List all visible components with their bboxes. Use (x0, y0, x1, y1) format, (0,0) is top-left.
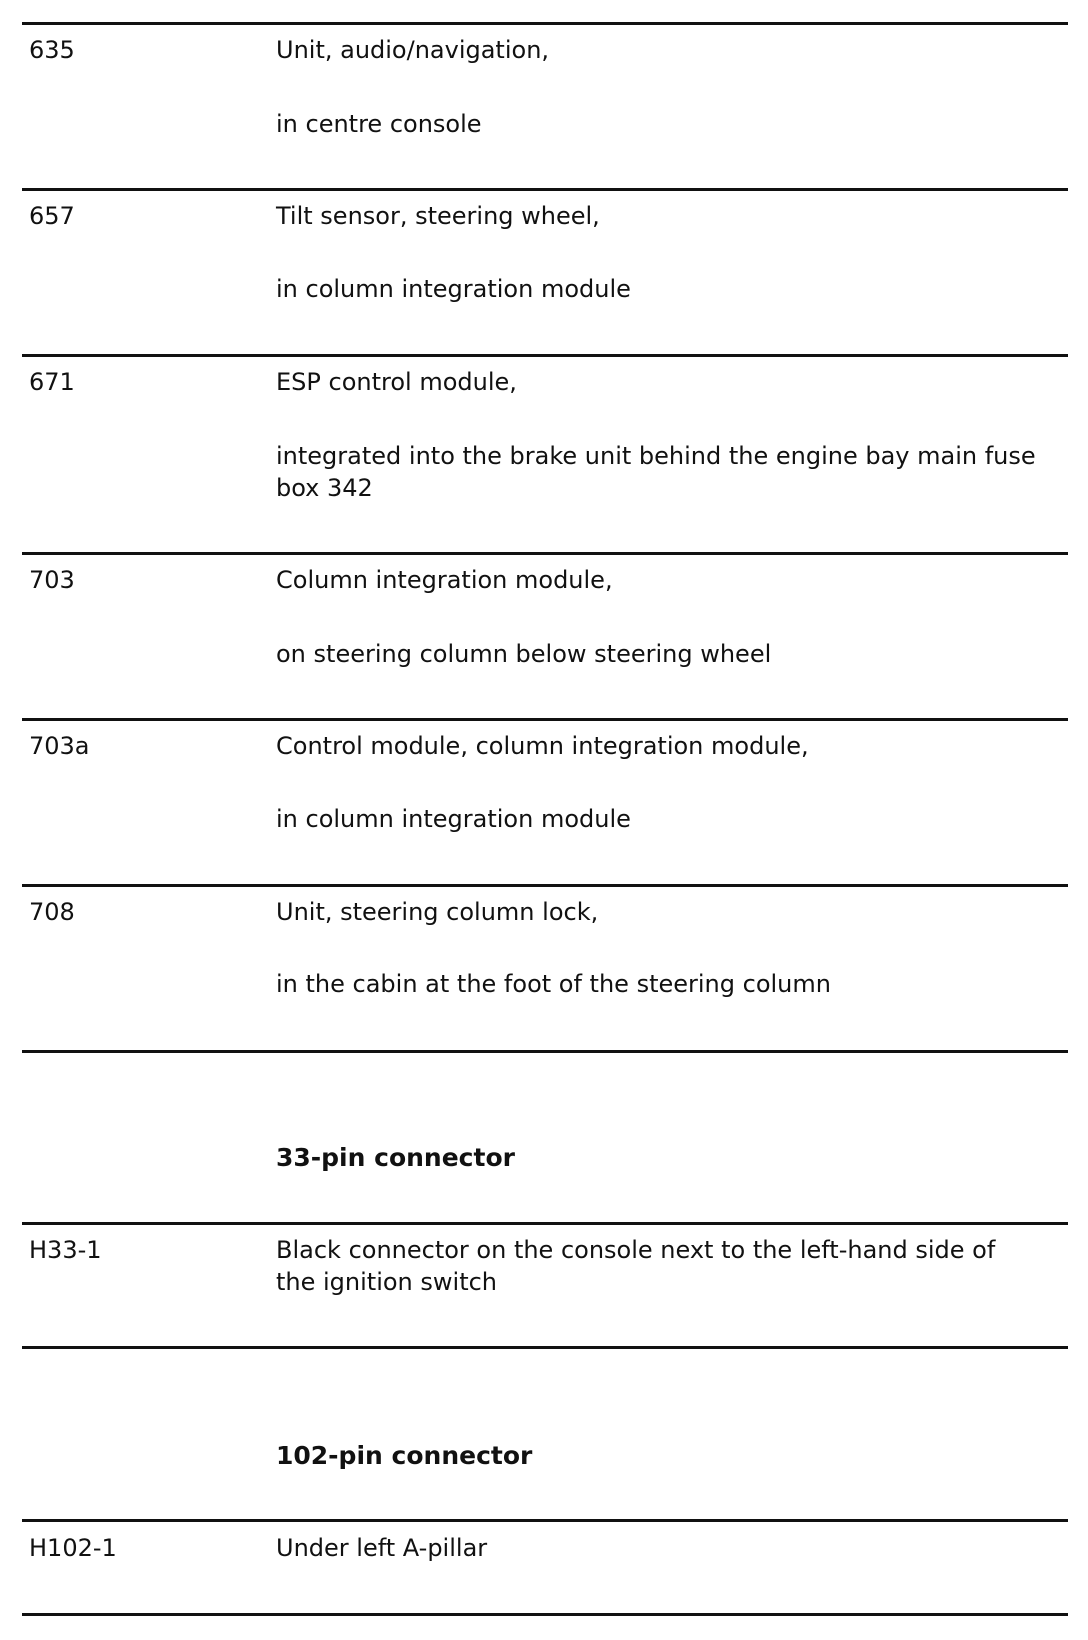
row-code: 635 (29, 36, 75, 64)
row-code: 671 (29, 368, 75, 396)
row-divider (22, 1346, 1068, 1349)
row-divider (22, 552, 1068, 555)
row-location: in column integration module (276, 275, 631, 303)
row-divider (22, 1519, 1068, 1522)
row-code: 703a (29, 732, 90, 760)
row-location: integrated into the brake unit behind the engine bay main fuse box 342 (276, 442, 1036, 502)
row-divider (22, 1050, 1068, 1053)
connector-code: H102-1 (29, 1534, 117, 1562)
row-code: 708 (29, 898, 75, 926)
row-location: on steering column below steering wheel (276, 640, 772, 668)
row-description: Control module, column integration module, (276, 732, 809, 760)
row-location: in centre console (276, 110, 482, 138)
connector-code: H33-1 (29, 1236, 102, 1264)
connector-location: Black connector on the console next to the left-hand side of the ignition switch (276, 1236, 996, 1296)
row-divider (22, 22, 1068, 25)
row-divider (22, 1613, 1068, 1616)
row-divider (22, 718, 1068, 721)
row-location: in column integration module (276, 805, 631, 833)
row-divider (22, 354, 1068, 357)
section-heading-102-pin: 102-pin connector (276, 1441, 533, 1470)
row-code: 703 (29, 566, 75, 594)
row-location: in the cabin at the foot of the steering column (276, 970, 831, 998)
row-code: 657 (29, 202, 75, 230)
row-divider (22, 188, 1068, 191)
row-divider (22, 884, 1068, 887)
row-description: Column integration module, (276, 566, 613, 594)
row-description: Unit, audio/navigation, (276, 36, 550, 64)
row-divider (22, 1222, 1068, 1225)
row-description: ESP control module, (276, 368, 517, 396)
row-description: Unit, steering column lock, (276, 898, 599, 926)
row-description: Tilt sensor, steering wheel, (276, 202, 600, 230)
section-heading-33-pin: 33-pin connector (276, 1143, 515, 1172)
connector-location: Under left A-pillar (276, 1534, 488, 1562)
